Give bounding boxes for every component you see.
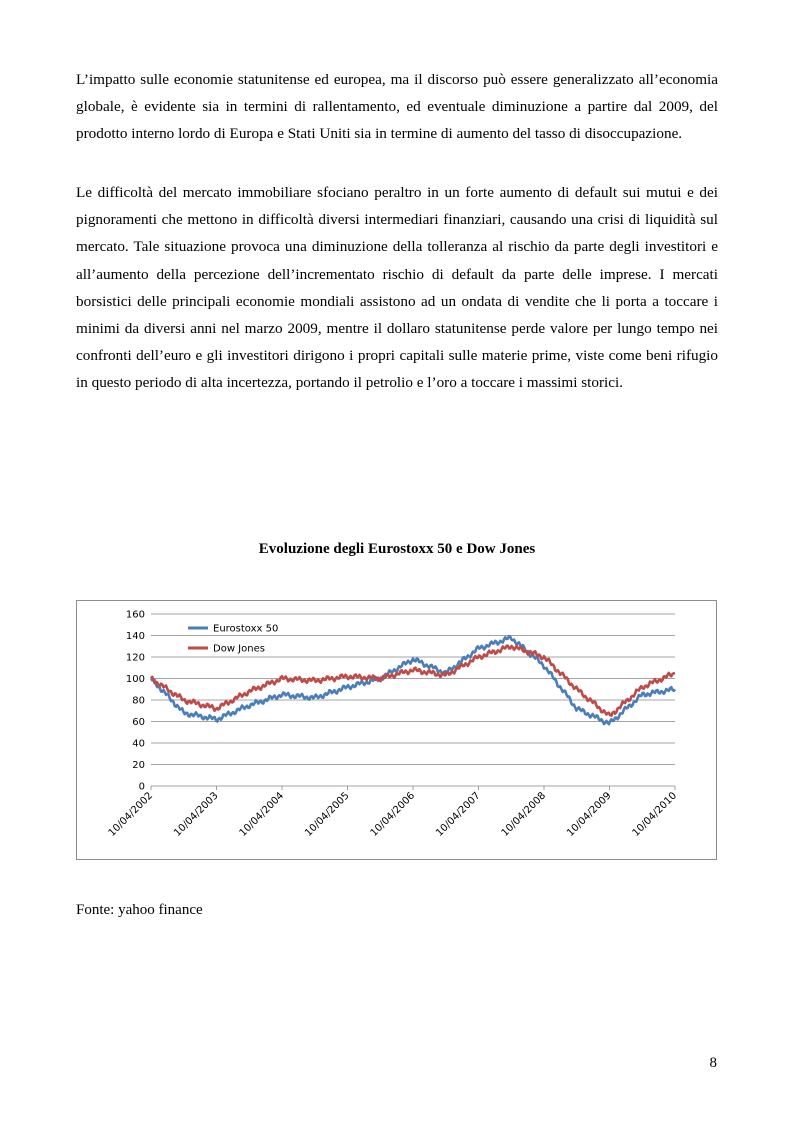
y-tick-label: 20 (132, 760, 145, 771)
legend-label: Dow Jones (213, 643, 265, 655)
y-tick-label: 100 (125, 674, 145, 685)
source-note: Fonte: yahoo finance (76, 902, 203, 918)
y-tick-label: 80 (132, 695, 145, 707)
x-tick-label: 10/04/2003 (172, 790, 221, 839)
y-tick-label: 0 (138, 781, 145, 793)
x-tick-label: 10/04/2009 (565, 790, 614, 839)
x-tick-label: 10/04/2002 (106, 790, 156, 839)
line-chart (77, 601, 716, 859)
x-tick-label: 10/04/2008 (499, 790, 549, 839)
y-tick-label: 60 (132, 717, 145, 728)
legend-label: Eurostoxx 50 (213, 623, 279, 635)
x-tick-label: 10/04/2006 (368, 790, 418, 839)
page-number: 8 (709, 1055, 717, 1071)
paragraph-2: Le difficoltà del mercato immobiliare sfociano peraltro in un forte aumento di default sui mutui e dei pignoramenti che mettono in difficoltà diversi intermediari finanziari, causando una crisi di liquidità sul mercato. Tale situazione provoca una diminuzione della tolleranza al rischio da parte degli investitori e all’aumento della percezione dell’incrementato rischio di default da parte delle imprese. I mercati borsistici delle principali economie mondiali assistono ad un ondata di vendite che li porta a toccare i minimi da diversi anni nel marzo 2009, mentre il dollaro statunitense perde valore per lungo tempo nei confronti dell’euro e gli investitori dirigono i propri capitali sulle materie prime, viste come beni rifugio in questo periodo di alta incertezza, portando il petrolio e l’oro a toccare i massimi storici. (76, 184, 718, 392)
y-tick-label: 120 (125, 652, 145, 664)
y-tick-label: 40 (132, 738, 145, 750)
y-tick-label: 160 (125, 609, 145, 621)
x-tick-label: 10/04/2005 (303, 790, 352, 839)
x-tick-label: 10/04/2010 (630, 790, 680, 839)
series-line-dow-jones (151, 643, 675, 716)
chart-frame (76, 600, 717, 860)
y-tick-label: 140 (125, 631, 145, 642)
paragraph-1: L’impatto sulle economie statunitense ed europea, ma il discorso può essere generalizzato all’economia globale, è evidente sia in termini di rallentamento, ed eventuale diminuzione a partire dal 2009, del prodotto interno lordo di Europa e Stati Uniti sia in termine di aumento del tasso di disoccupazione. (76, 71, 718, 143)
figure-title: Evoluzione degli Eurostoxx 50 e Dow Jones (258, 541, 536, 557)
x-tick-label: 10/04/2004 (237, 790, 287, 839)
x-tick-label: 10/04/2007 (434, 790, 483, 839)
